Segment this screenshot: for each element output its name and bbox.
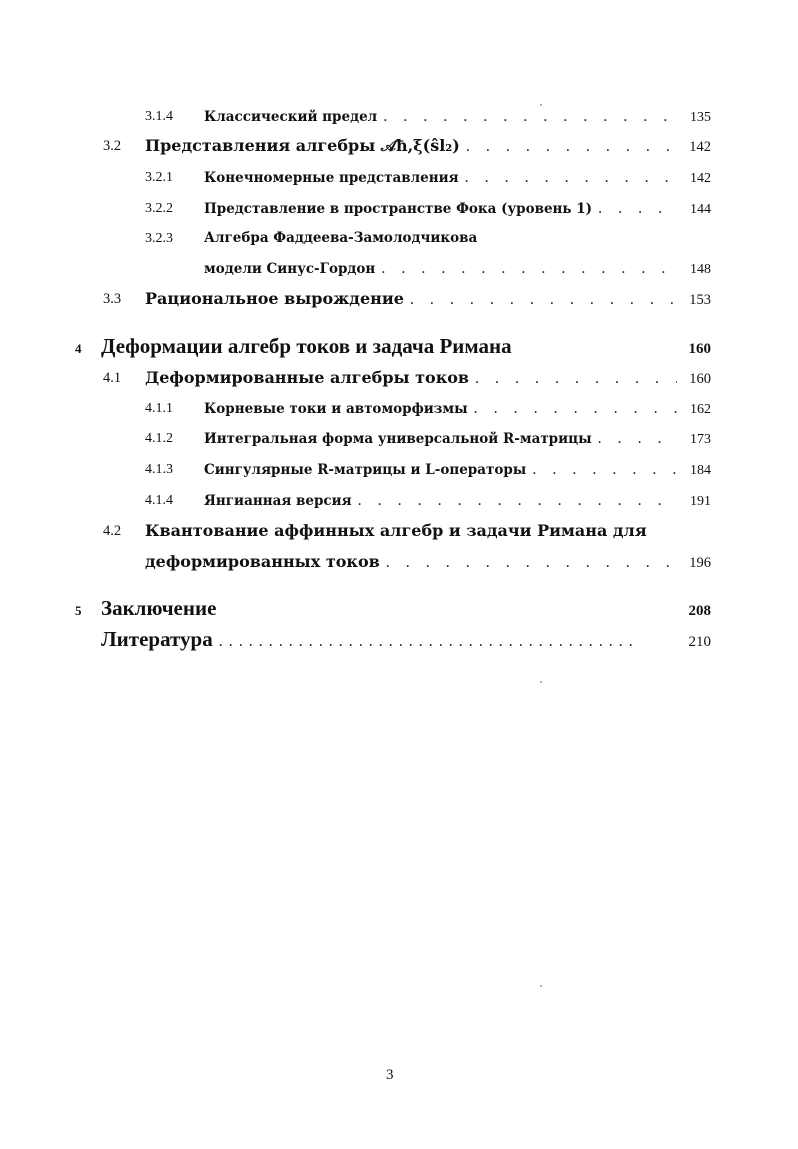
toc-page: 162 — [690, 402, 711, 417]
toc-page: 210 — [688, 634, 711, 650]
toc-title: Конечномерные представления — [204, 170, 459, 186]
dot-leader — [474, 400, 677, 418]
toc-title: модели Синус-Гордон — [204, 261, 376, 277]
dot-leader — [381, 260, 677, 278]
toc-entry[interactable] — [204, 200, 711, 218]
chapter-number: 4 — [75, 341, 82, 356]
scan-speck — [540, 104, 542, 106]
dot-leader — [466, 138, 677, 156]
dot-leader — [532, 461, 677, 479]
toc-page: 160 — [688, 341, 711, 357]
toc-title: Квантование аффинных алгебр и задачи Римана для — [145, 521, 647, 540]
toc-entry[interactable] — [145, 289, 711, 309]
toc-entry-continuation[interactable] — [204, 260, 711, 278]
dot-leader — [358, 492, 677, 510]
dot-leader — [219, 633, 633, 651]
toc-entry[interactable] — [204, 230, 711, 246]
toc-title: Представления алгебры 𝒜ħ,ξ(ŝl₂) — [145, 136, 460, 155]
toc-entry[interactable] — [204, 400, 711, 418]
toc-number: 4.1.1 — [145, 401, 173, 416]
toc-page: 173 — [690, 432, 711, 447]
toc-title: Корневые токи и автоморфизмы — [204, 401, 468, 417]
toc-number: 4.1.2 — [145, 431, 173, 446]
toc-entry[interactable] — [204, 108, 711, 126]
toc-title: Рациональное вырождение — [145, 289, 404, 308]
toc-entry-continuation[interactable] — [145, 552, 711, 572]
dot-leader — [598, 430, 677, 448]
toc-entry[interactable] — [145, 368, 711, 388]
chapter-title: Литература — [101, 627, 213, 651]
toc-number: 4.1.4 — [145, 493, 173, 508]
toc-number: 3.2.1 — [145, 170, 173, 185]
toc-number: 3.2.3 — [145, 231, 173, 246]
scan-speck — [540, 681, 542, 683]
toc-page: 196 — [689, 555, 711, 571]
toc-number: 4.1 — [103, 370, 122, 386]
toc-title: Алгебра Фаддеева-Замолодчикова — [204, 230, 478, 246]
dot-leader — [410, 291, 677, 309]
dot-leader — [383, 108, 677, 126]
toc-page: 144 — [690, 202, 711, 217]
toc-number: 3.3 — [103, 291, 122, 307]
page-number: 3 — [386, 1067, 394, 1083]
toc-chapter[interactable] — [101, 627, 711, 652]
toc-page: 208 — [688, 603, 711, 619]
toc-title: Классический предел — [204, 109, 378, 125]
toc-title: Янгианная версия — [204, 493, 352, 509]
toc-title: Представление в пространстве Фока (уровень 1) — [204, 201, 593, 217]
toc-title: Интегральная форма универсальной R-матрицы — [204, 431, 592, 447]
toc-number: 4.1.3 — [145, 462, 173, 477]
toc-title: Деформированные алгебры токов — [145, 368, 470, 387]
toc-page: 142 — [690, 171, 711, 186]
toc-title: деформированных токов — [145, 552, 380, 571]
toc-page: 148 — [690, 262, 711, 277]
toc-page: 135 — [690, 110, 711, 125]
dot-leader — [465, 169, 677, 187]
toc-chapter[interactable] — [101, 334, 711, 359]
toc-page: 153 — [689, 292, 711, 308]
chapter-title: Заключение — [101, 596, 217, 620]
toc-entry[interactable] — [204, 430, 711, 448]
toc-chapter[interactable] — [101, 596, 711, 621]
dot-leader — [475, 370, 677, 388]
toc-page: 184 — [690, 463, 711, 478]
toc-number: 4.2 — [103, 523, 122, 539]
toc-entry[interactable] — [204, 169, 711, 187]
toc-page: 142 — [689, 139, 711, 155]
chapter-number: 5 — [75, 603, 82, 618]
toc-number: 3.1.4 — [145, 109, 173, 124]
dot-leader — [598, 200, 677, 218]
toc-entry[interactable] — [204, 461, 711, 479]
toc-number: 3.2 — [103, 138, 122, 154]
toc-entry[interactable] — [145, 136, 711, 156]
chapter-title: Деформации алгебр токов и задача Римана — [101, 334, 512, 358]
toc-page: 191 — [690, 494, 711, 509]
toc-number: 3.2.2 — [145, 201, 173, 216]
toc-entry[interactable] — [145, 521, 711, 540]
scan-speck — [540, 985, 542, 987]
toc-page: 160 — [689, 371, 711, 387]
toc-title: Сингулярные R-матрицы и L-операторы — [204, 462, 527, 478]
dot-leader — [386, 554, 677, 572]
toc-entry[interactable] — [204, 492, 711, 510]
